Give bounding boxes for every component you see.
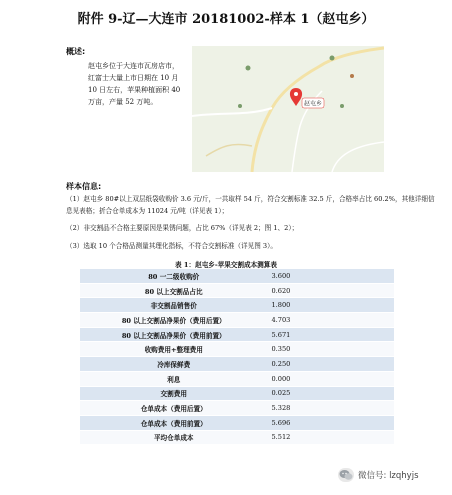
table-row: [80, 342, 394, 357]
cost-table: [80, 269, 394, 445]
row-label: 冷库保鲜费: [80, 357, 267, 372]
page-title: 附件 9-辽—大连市 20181002-样本 1（赵屯乡）: [77, 12, 375, 27]
row-label: 收购费用+整理费用: [80, 342, 267, 357]
wechat-watermark: [338, 466, 419, 484]
row-label: 80 以上交割品净果价（费用前置）: [80, 327, 267, 342]
row-value: 5.671: [267, 327, 394, 342]
row-value: 0.025: [267, 386, 394, 401]
row-value: 0.620: [267, 283, 394, 298]
wechat-icon: [338, 468, 354, 482]
location-map[interactable]: [192, 46, 384, 172]
overview-heading: 概述:: [66, 47, 86, 56]
table-row: [80, 371, 394, 386]
row-label: 仓单成本（费用前置）: [80, 415, 267, 430]
table-row: [80, 430, 394, 445]
table-row: [80, 327, 394, 342]
sample-info-p2: （2）非交割品不合格主要原因是果锈问题，占比 67%（详见表 2；图 1、2）；: [66, 224, 299, 232]
table-row: [80, 313, 394, 328]
row-label: 平均仓单成本: [80, 430, 267, 445]
row-value: 5.512: [267, 430, 394, 445]
row-value: 0.250: [267, 357, 394, 372]
table-row: [80, 269, 394, 283]
row-value: 0.000: [267, 371, 394, 386]
row-label: 仓单成本（费用后置）: [80, 401, 267, 416]
table-row: [80, 298, 394, 313]
row-value: 5.328: [267, 401, 394, 416]
table-row: [80, 415, 394, 430]
row-value: 0.350: [267, 342, 394, 357]
row-label: 利息: [80, 371, 267, 386]
watermark-text: 微信号: lzqhyjs: [358, 471, 419, 481]
table-row: [80, 357, 394, 372]
table-row: [80, 386, 394, 401]
row-value: 3.600: [267, 269, 394, 283]
row-label: 80 一二级收购价: [80, 269, 267, 283]
table-row: [80, 401, 394, 416]
table-row: [80, 283, 394, 298]
sample-info-p1: （1）赵屯乡 80#以上双层纸袋收购价 3.6 元/斤，一共取样 54 斤，符合交割标准 32.5 斤，合格率占比 60.2%，其他详细信息见表格；折合仓单成本为 11024 元/吨（详见表 1）；: [66, 195, 435, 215]
sample-info-heading: 样本信息:: [66, 182, 102, 191]
overview-text: 赵屯乡位于大连市瓦房店市，红富士大量上市日期在 10 月 10 日左右，苹果种植面积 40 万亩，产量 52 万吨。: [88, 62, 181, 106]
row-label: 非交割品销售价: [80, 298, 267, 313]
row-value: 4.703: [267, 313, 394, 328]
row-label: 80 以上交割品净果价（费用后置）: [80, 313, 267, 328]
row-value: 1.800: [267, 298, 394, 313]
map-pin-label: 赵屯乡: [303, 100, 323, 108]
row-label: 交割费用: [80, 386, 267, 401]
table-caption: 表 1：赵屯乡-苹果交割成本测算表: [175, 261, 277, 269]
map-graphic: [192, 46, 384, 172]
sample-info-p3: （3）选取 10 个合格品测量其理化指标，不符合交割标准（详见图 3）。: [66, 242, 277, 250]
row-value: 5.696: [267, 415, 394, 430]
row-label: 80 以上交割品占比: [80, 283, 267, 298]
